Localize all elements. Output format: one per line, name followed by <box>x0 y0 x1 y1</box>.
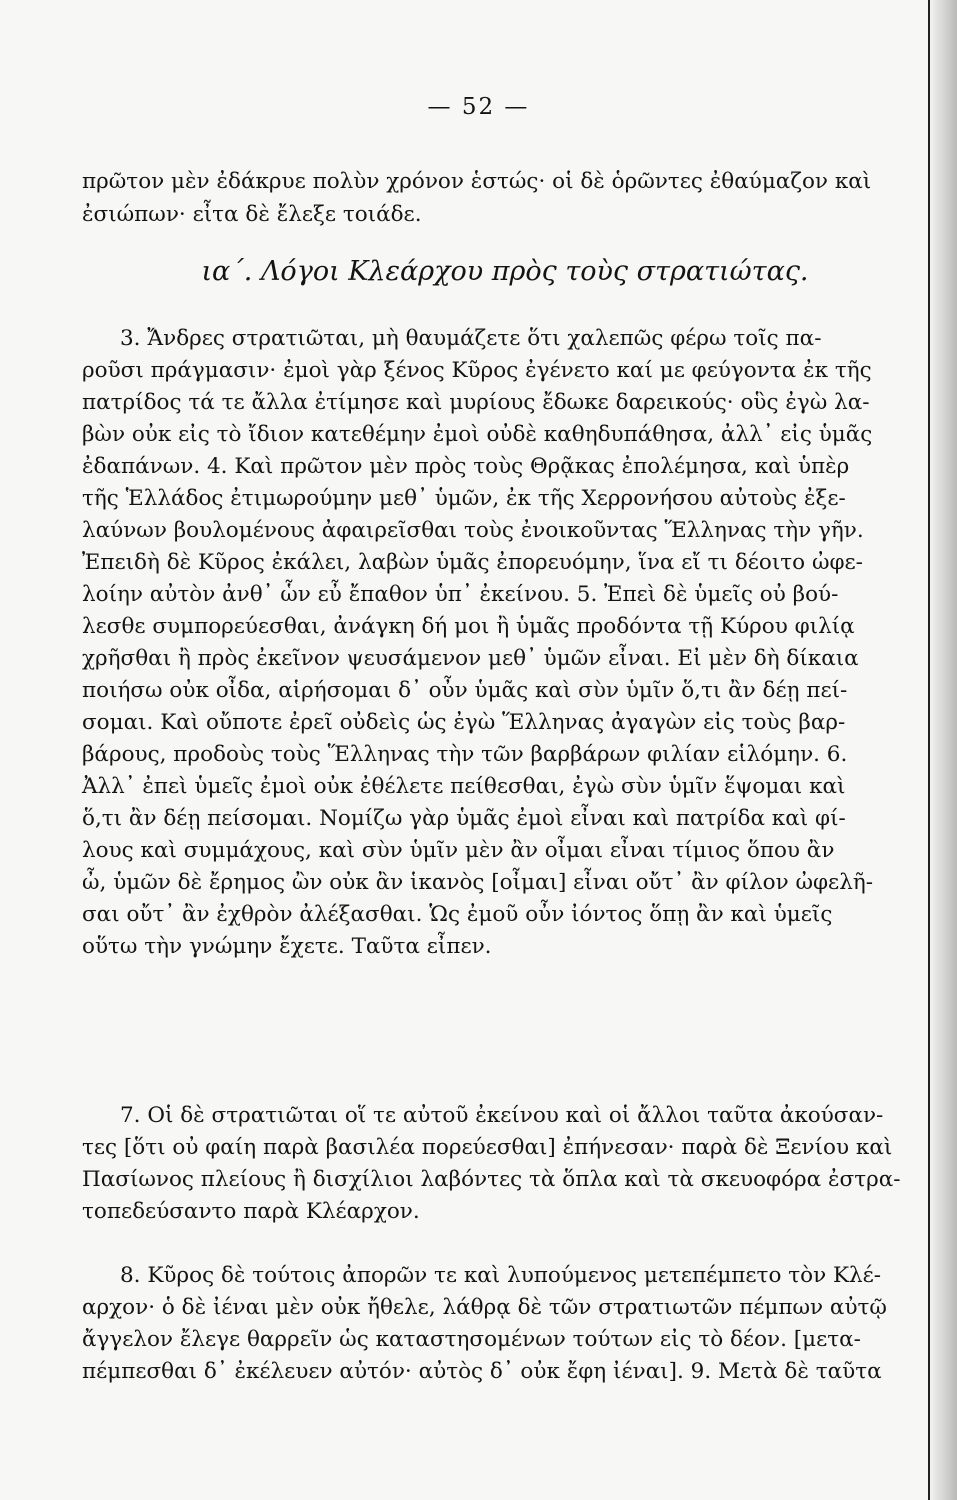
text-line: πρῶτον μὲν ἐδάκρυε πολὺν χρόνον ἑστώς· οἱ δὲ ὁρῶντες ἐθαύμαζον καὶ <box>82 169 872 194</box>
text-line: ροῦσι πράγμασιν· ἐμοὶ γὰρ ξένος Κῦρος ἐγένετο καί με φεύγοντα ἐκ τῆς <box>82 358 872 383</box>
section-heading: ια΄. Λόγοι Κλεάρχου πρὸς τοὺς στρατιώτας. <box>201 256 809 287</box>
book-spine-edge <box>928 0 957 1500</box>
text-line: τες [ὅτι οὐ φαίη παρὰ βασιλέα πορεύεσθαι] ἐπήνεσαν· παρὰ δὲ Ξενίου καὶ <box>82 1135 893 1160</box>
text-line: ὅ,τι ἂν δέῃ πείσομαι. Νομίζω γὰρ ὑμᾶς ἐμοὶ εἶναι καὶ πατρίδα καὶ φί- <box>82 806 846 831</box>
text-line: χρῆσθαι ἢ πρὸς ἐκεῖνον ψευσάμενον μεθ᾽ ὑμῶν εἶναι. Εἰ μὲν δὴ δίκαια <box>82 646 859 671</box>
text-line: βάρους, προδοὺς τοὺς Ἕλληνας τὴν τῶν βαρβάρων φιλίαν εἱλόμην. 6. <box>82 742 848 767</box>
text-line: ὦ, ὑμῶν δὲ ἔρημος ὢν οὐκ ἂν ἱκανὸς [οἶμαι] εἶναι οὔτ᾽ ἂν φίλον ὠφελῆ- <box>82 870 873 895</box>
text-line: Ἐπειδὴ δὲ Κῦρος ἐκάλει, λαβὼν ὑμᾶς ἐπορευόμην, ἵνα εἴ τι δέοιτο ὠφε- <box>82 550 863 575</box>
text-line: βὼν οὐκ εἰς τὸ ἴδιον κατεθέμην ἐμοὶ οὐδὲ καθηδυπάθησα, ἀλλ᾽ εἰς ὑμᾶς <box>82 422 873 447</box>
text-line: ἐδαπάνων. 4. Καὶ πρῶτον μὲν πρὸς τοὺς Θρᾷκας ἐπολέμησα, καὶ ὑπὲρ <box>82 454 850 479</box>
text-line: λαύνων βουλομένους ἀφαιρεῖσθαι τοὺς ἐνοικοῦντας Ἕλληνας τὴν γῆν. <box>82 518 864 543</box>
text-line: 3. Ἄνδρες στρατιῶται, μὴ θαυμάζετε ὅτι χαλεπῶς φέρω τοῖς πα- <box>120 326 822 351</box>
text-line: ποιήσω οὐκ οἶδα, αἱρήσομαι δ᾽ οὖν ὑμᾶς καὶ σὺν ὑμῖν ὅ,τι ἂν δέῃ πεί- <box>82 678 848 703</box>
text-line: οὕτω τὴν γνώμην ἔχετε. Ταῦτα εἶπεν. <box>82 934 492 959</box>
text-line: τῆς Ἑλλάδος ἐτιμωρούμην μεθ᾽ ὑμῶν, ἐκ τῆς Χερρονήσου αὐτοὺς ἐξε- <box>82 486 846 511</box>
text-line: 8. Κῦρος δὲ τούτοις ἀπορῶν τε καὶ λυπούμενος μετεπέμπετο τὸν Κλέ- <box>120 1263 882 1288</box>
text-line: Πασίωνος πλείους ἢ δισχίλιοι λαβόντες τὰ ὅπλα καὶ τὰ σκευοφόρα ἐστρα- <box>82 1167 901 1192</box>
text-line: Ἀλλ᾽ ἐπεὶ ὑμεῖς ἐμοὶ οὐκ ἐθέλετε πείθεσθαι, ἐγὼ σὺν ὑμῖν ἕψομαι καὶ <box>82 774 846 799</box>
text-line: πατρίδος τά τε ἄλλα ἐτίμησε καὶ μυρίους ἔδωκε δαρεικούς· οὓς ἐγὼ λα- <box>82 390 870 415</box>
text-line: 7. Οἱ δὲ στρατιῶται οἵ τε αὐτοῦ ἐκείνου καὶ οἱ ἄλλοι ταῦτα ἀκούσαν- <box>120 1103 884 1128</box>
page-number: — 52 — <box>427 94 530 120</box>
text-line: λους καὶ συμμάχους, καὶ σὺν ὑμῖν μὲν ἂν οἶμαι εἶναι τίμιος ὅπου ἂν <box>82 838 835 863</box>
text-line: λεσθε συμπορεύεσθαι, ἀνάγκη δή μοι ἢ ὑμᾶς προδόντα τῇ Κύρου φιλίᾳ <box>82 614 855 639</box>
text-line: ἄγγελον ἔλεγε θαρρεῖν ὡς καταστησομένων τούτων εἰς τὸ δέον. [μετα- <box>82 1327 861 1352</box>
text-line: ἐσιώπων· εἶτα δὲ ἔλεξε τοιάδε. <box>82 202 422 227</box>
text-line: λοίην αὐτὸν ἀνθ᾽ ὧν εὖ ἔπαθον ὑπ᾽ ἐκείνου. 5. Ἐπεὶ δὲ ὑμεῖς οὐ βού- <box>82 582 839 607</box>
text-line: σομαι. Καὶ οὔποτε ἐρεῖ οὐδεὶς ὡς ἐγὼ Ἕλληνας ἀγαγὼν εἰς τοὺς βαρ- <box>82 710 846 735</box>
text-line: αρχον· ὁ δὲ ἰέναι μὲν οὐκ ἤθελε, λάθρᾳ δὲ τῶν στρατιωτῶν πέμπων αὐτῷ <box>82 1295 887 1320</box>
text-line: σαι οὔτ᾽ ἂν ἐχθρὸν ἀλέξασθαι. Ὡς ἐμοῦ οὖν ἰόντος ὅπῃ ἂν καὶ ὑμεῖς <box>82 902 833 927</box>
text-line: πέμπεσθαι δ᾽ ἐκέλευεν αὐτόν· αὐτὸς δ᾽ οὐκ ἔφη ἰέναι]. 9. Μετὰ δὲ ταῦτα <box>82 1359 882 1384</box>
text-line: τοπεδεύσαντο παρὰ Κλέαρχον. <box>82 1199 420 1224</box>
